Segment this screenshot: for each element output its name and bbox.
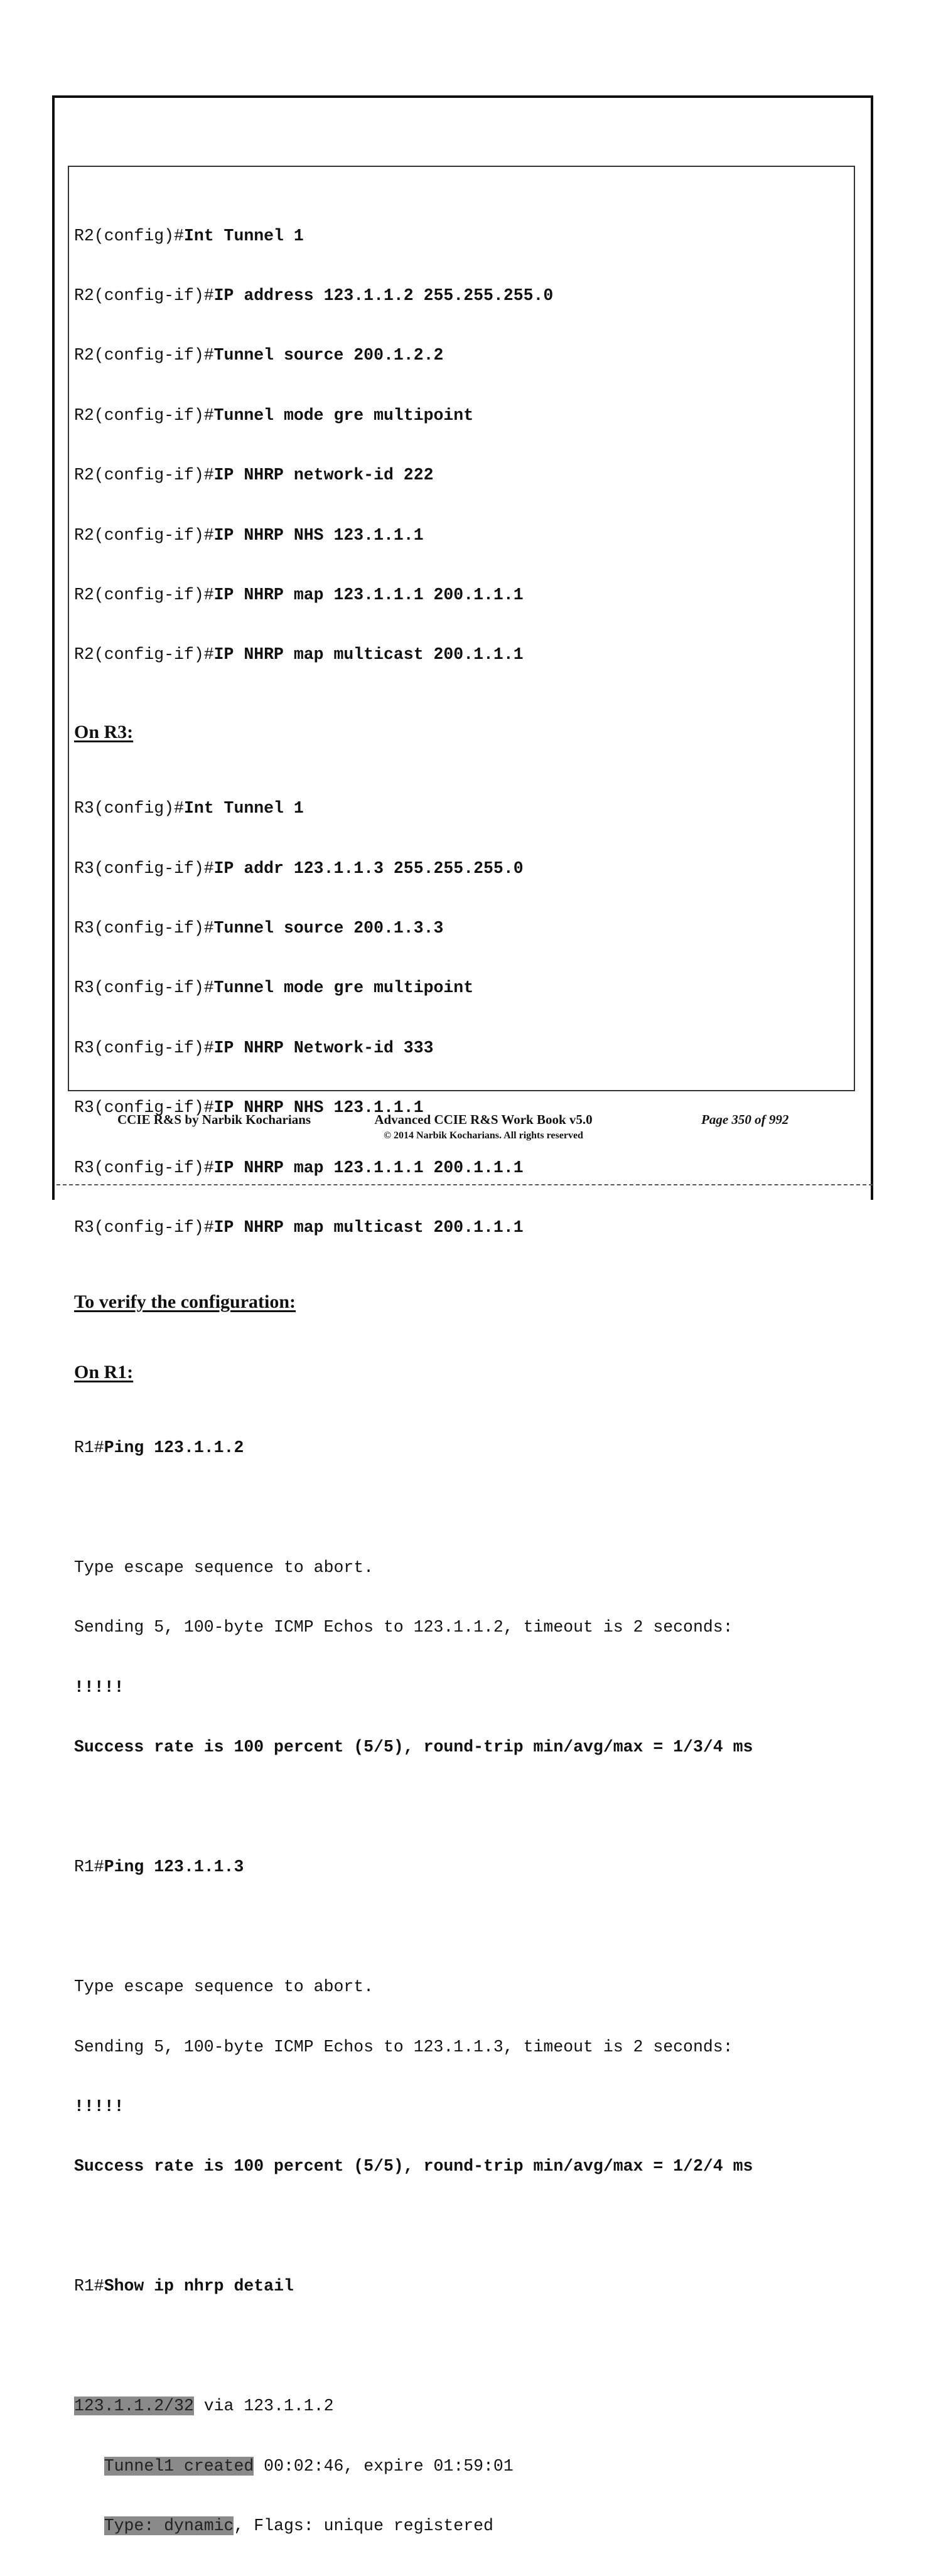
code-line: Type escape sequence to abort. (74, 1558, 374, 1578)
code-line: Sending 5, 100-byte ICMP Echos to 123.1.1.3, timeout is 2 seconds: (74, 2037, 733, 2056)
ping1-output (74, 1398, 846, 2576)
code-line: R2(config-if)#IP NHRP network-id 222 (74, 466, 434, 485)
section-heading-verify: To verify the configuration: (74, 1291, 296, 1313)
code-line: R3(config-if)#IP NHRP Network-id 333 (74, 1038, 434, 1057)
highlighted-text: 123.1.1.2/32 (74, 2397, 194, 2416)
code-line: !!!!! (74, 2097, 124, 2116)
code-line: R2(config-if)#Tunnel mode gre multipoint (74, 405, 474, 425)
code-line: Type escape sequence to abort. (74, 1977, 374, 1997)
code-line: R3(config-if)#IP NHRP map multicast 200.1.1.1 (74, 1218, 524, 1237)
code-line: Sending 5, 100-byte ICMP Echos to 123.1.1.2, timeout is 2 seconds: (74, 1618, 733, 1637)
code-line: R3(config-if)#IP addr 123.1.1.3 255.255.255.0 (74, 858, 524, 878)
code-line: R3(config-if)#Tunnel source 200.1.3.3 (74, 919, 444, 938)
code-line: !!!!! (74, 1677, 124, 1697)
r2-config-block (74, 186, 846, 705)
nhrp-tunnel-line: Tunnel1 created 00:02:46, expire 01:59:01 (104, 2456, 514, 2476)
footer-copyright: © 2014 Narbik Kocharians. All rights reserved (384, 1130, 583, 1141)
section-heading-r1: On R1: (74, 1362, 134, 1383)
code-line: R1#Show ip nhrp detail (74, 2277, 294, 2296)
section-heading-r3: On R3: (74, 721, 134, 742)
footer-page-number: Page 350 of 992 (701, 1112, 789, 1127)
code-line: R2(config-if)#IP NHRP NHS 123.1.1.1 (74, 525, 424, 545)
code-line: Success rate is 100 percent (5/5), round-trip min/avg/max = 1/3/4 ms (74, 1738, 753, 1757)
code-line: R1#Ping 123.1.1.2 (74, 1438, 244, 1458)
code-line: R2(config-if)#IP NHRP map 123.1.1.1 200.1.1.1 (74, 585, 524, 604)
nhrp-type-line: Type: dynamic, Flags: unique registered (104, 2516, 493, 2536)
footer-author: CCIE R&S by Narbik Kocharians (117, 1112, 311, 1127)
bottom-divider (57, 1184, 873, 1185)
code-line: R2(config)#Int Tunnel 1 (74, 226, 304, 245)
code-line: R3(config-if)#Tunnel mode gre multipoint (74, 978, 474, 998)
code-line: R2(config-if)#IP NHRP map multicast 200.1.1.1 (74, 645, 524, 665)
code-line: R2(config-if)#Tunnel source 200.1.2.2 (74, 346, 444, 365)
r3-config-block (74, 759, 846, 1278)
code-line: Success rate is 100 percent (5/5), round-trip min/avg/max = 1/2/4 ms (74, 2157, 753, 2176)
footer-title: Advanced CCIE R&S Work Book v5.0 © 2014 Narbik Kocharians. All rights reserved (358, 1112, 609, 1141)
code-line: R3(config)#Int Tunnel 1 (74, 799, 304, 818)
code-line: R3(config-if)#IP NHRP map 123.1.1.1 200.1.1.1 (74, 1158, 524, 1177)
code-line: R2(config-if)#IP address 123.1.1.2 255.255.255.0 (74, 286, 554, 305)
code-line: R3(config-if)#IP NHRP NHS 123.1.1.1 (74, 1098, 424, 1118)
highlighted-text: Tunnel1 created (104, 2456, 254, 2476)
document-content (74, 186, 846, 2576)
code-line: R1#Ping 123.1.1.3 (74, 1857, 244, 1877)
nhrp-entry-line: 123.1.1.2/32 via 123.1.1.2 (74, 2397, 334, 2416)
highlighted-text: Type: dynamic (104, 2516, 234, 2536)
